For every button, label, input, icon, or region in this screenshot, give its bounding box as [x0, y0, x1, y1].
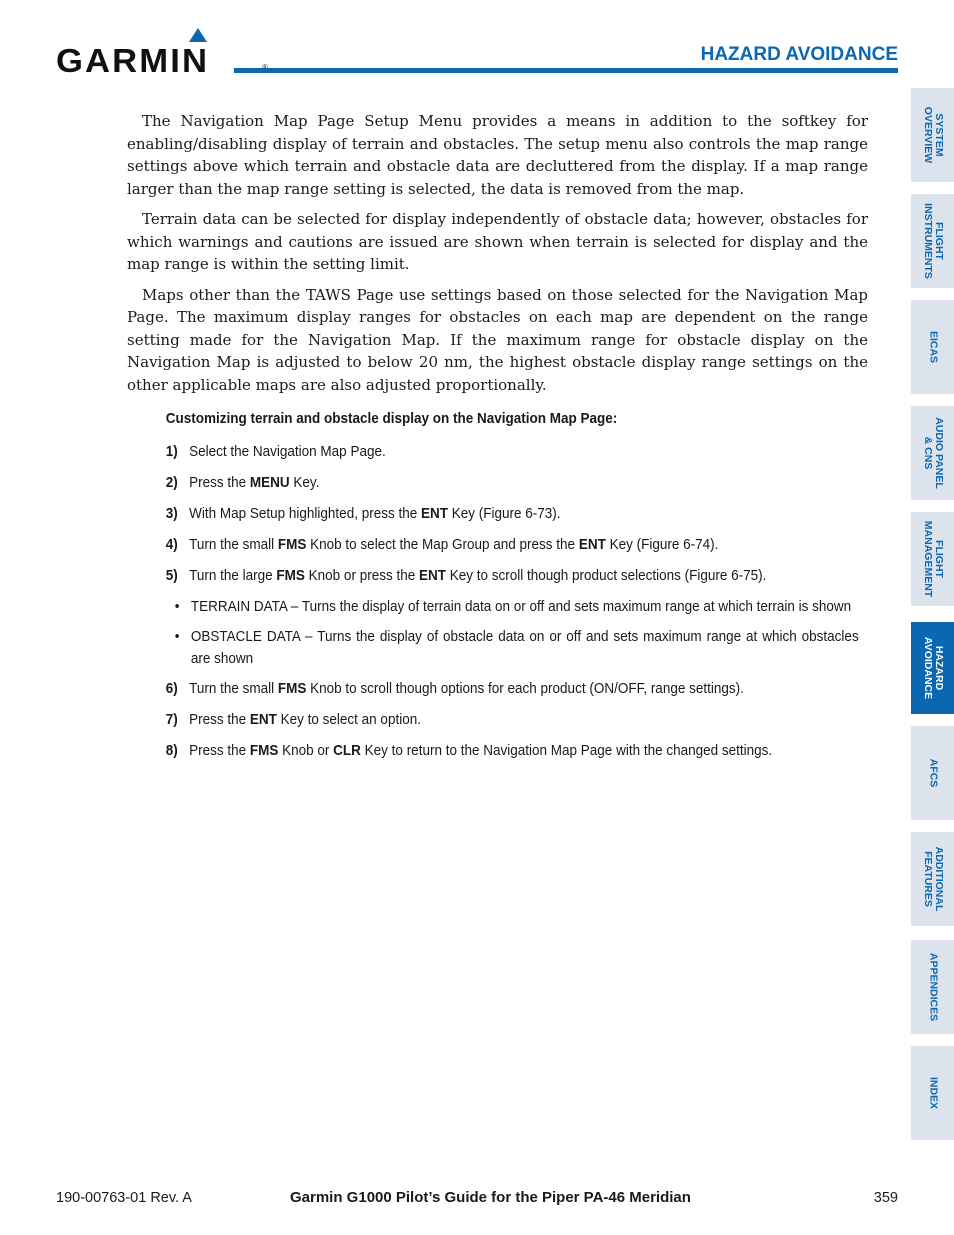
step-text-part: Knob to scroll though options for each product (ON/OFF, range settings).: [306, 680, 744, 697]
step-text: [189, 709, 421, 731]
step-3: [166, 503, 859, 525]
step-number: 4): [165, 536, 178, 553]
bullet-text: OBSTACLE DATA – Turns the display of obstacle data on or off and sets maximum range at which obstacles are shown: [190, 628, 859, 667]
tab-index[interactable]: [911, 1046, 954, 1140]
step-text-part: Key to scroll though product selections (Figure 6-75).: [445, 567, 767, 584]
step-text: [189, 565, 766, 587]
key-name: FMS: [276, 567, 305, 584]
key-name: CLR: [333, 742, 361, 759]
logo-triangle-icon: [189, 28, 207, 42]
step-number: 8): [165, 742, 178, 759]
tab-additional-features[interactable]: [911, 832, 954, 926]
step-number: 7): [165, 711, 178, 728]
bullet-icon: •: [174, 628, 180, 645]
step-number: 1): [165, 443, 178, 460]
paragraph-other-maps: Maps other than the TAWS Page use settings based on those selected for the Navigation Map Page. The maximum display ranges for obstacles on each map are dependent on the range setting made for the Navigation Map. If the maximum range for obstacle display on the Navigation Map is adjusted to below 20 nm, the highest obstacle display range settings on the other applicable maps are also adjusted proportionally.: [127, 285, 868, 394]
footer-doc-number: 190-00763-01 Rev. A: [56, 1190, 192, 1206]
paragraph-terrain-data: Terrain data can be selected for display independently of obstacle data; however, obstacles for which warnings and cautions are issued are shown when terrain is selected for display and the map range is within the setting limit.: [127, 210, 868, 273]
tab-flight-instruments[interactable]: [911, 194, 954, 288]
tab-label: APPENDICES: [927, 952, 939, 1022]
paragraph-setup-menu: The Navigation Map Page Setup Menu provides a means in addition to the softkey for enabling/disabling display of terrain and obstacles. The setup menu also controls the map range settings above which terrain and obstacle data are decluttered from the display. If a map range larger than the map range setting is selected, the data is removed from the map.: [127, 112, 868, 198]
key-name: FMS: [249, 742, 279, 759]
tab-eicas[interactable]: [911, 300, 954, 394]
step-text: [189, 534, 718, 556]
bullet-obstacle-data: [175, 626, 859, 670]
step-1: [166, 441, 859, 463]
step-text: [189, 472, 319, 494]
step-text-part: Key (Figure 6-74).: [605, 536, 719, 553]
step-text-part: Key.: [289, 474, 320, 491]
step-text: Select the Navigation Map Page.: [189, 443, 386, 460]
tab-label: SYSTEM OVERVIEW: [921, 106, 945, 164]
step-text-part: Knob to select the Map Group and press the: [306, 536, 579, 553]
procedure: [127, 410, 859, 762]
step-text-part: Press the: [189, 711, 250, 728]
footer-page-number: 359: [873, 1190, 898, 1206]
tab-appendices[interactable]: [911, 940, 954, 1034]
step-number: 5): [165, 567, 178, 584]
step-text-part: Turn the small: [189, 680, 278, 697]
tab-label: AUDIO PANEL & CNS: [921, 417, 945, 489]
step-5: [166, 565, 859, 587]
header-rule: [234, 68, 898, 73]
tab-system-overview[interactable]: [911, 88, 954, 182]
key-name: ENT: [418, 567, 446, 584]
step-number: 6): [165, 680, 178, 697]
footer-title: Garmin G1000 Pilot’s Guide for the Piper PA-46 Meridian: [290, 1189, 691, 1206]
step-text-part: Press the: [189, 742, 250, 759]
section-title: HAZARD AVOIDANCE: [700, 44, 898, 65]
key-name: ENT: [420, 505, 448, 522]
step-2: [166, 472, 859, 494]
tab-label: ADDITIONAL FEATURES: [921, 846, 945, 912]
step-text: [189, 503, 560, 525]
tab-label: INDEX: [927, 1076, 939, 1110]
step-7: [166, 709, 859, 731]
tab-label: HAZARD AVOIDANCE: [921, 636, 945, 700]
key-name: MENU: [249, 474, 290, 491]
tab-audio-panel-cns[interactable]: [911, 406, 954, 500]
logo-text: GARMIN: [56, 42, 210, 79]
tab-hazard-avoidance[interactable]: [911, 622, 954, 714]
tab-label: AFCS: [927, 758, 939, 788]
key-name: FMS: [277, 680, 307, 697]
step-text-part: Knob or: [278, 742, 334, 759]
bullet-icon: •: [174, 598, 180, 615]
key-name: FMS: [277, 536, 307, 553]
step-text-part: Key to return to the Navigation Map Page with the changed settings.: [360, 742, 773, 759]
step-text-part: Turn the large: [189, 567, 277, 584]
tab-flight-management[interactable]: [911, 512, 954, 606]
garmin-logo: [56, 28, 226, 78]
procedure-heading: Customizing terrain and obstacle display on the Navigation Map Page:: [165, 410, 618, 427]
step-text-part: Press the: [189, 474, 250, 491]
step-8: [166, 740, 859, 762]
step-text-part: Knob or press the: [304, 567, 419, 584]
step-4: [166, 534, 859, 556]
step-text-part: With Map Setup highlighted, press the: [189, 505, 421, 522]
step-text-part: Turn the small: [189, 536, 278, 553]
tab-label: FLIGHT MANAGEMENT: [921, 520, 945, 598]
tab-afcs[interactable]: [911, 726, 954, 820]
tab-label: EICAS: [927, 330, 939, 364]
bullet-terrain-data: [175, 596, 859, 618]
step-number: 3): [165, 505, 178, 522]
step-number: 2): [165, 474, 178, 491]
key-name: ENT: [249, 711, 277, 728]
step-6: [166, 678, 859, 700]
step-text: [189, 740, 772, 762]
step-text-part: Key (Figure 6-73).: [447, 505, 561, 522]
step-text: [189, 678, 744, 700]
bullet-text: TERRAIN DATA – Turns the display of terrain data on or off and sets maximum range at which terrain is shown: [190, 598, 852, 615]
step-text-part: Key to select an option.: [276, 711, 421, 728]
page-content: [127, 110, 868, 771]
key-name: ENT: [578, 536, 606, 553]
tab-label: FLIGHT INSTRUMENTS: [921, 203, 945, 279]
